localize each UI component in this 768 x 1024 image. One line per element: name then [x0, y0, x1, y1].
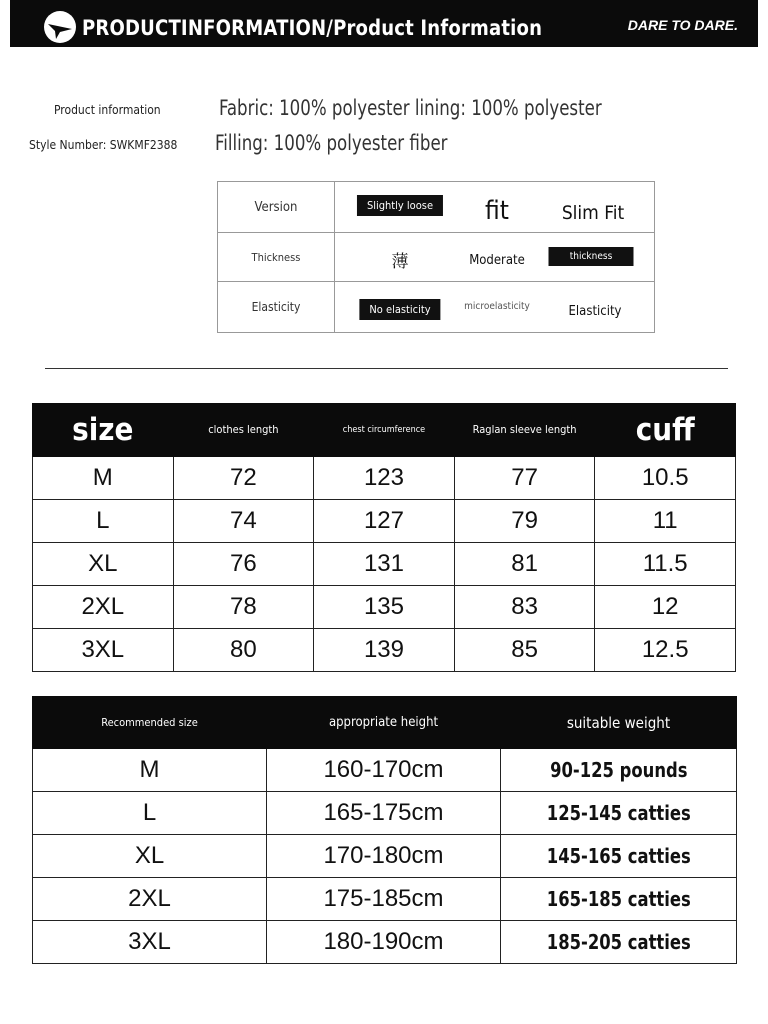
table-cell: 10.5	[595, 457, 736, 500]
table-row	[33, 586, 736, 629]
table-cell: 139	[314, 629, 455, 672]
option: Slim Fit	[561, 202, 625, 224]
size-cell: M	[33, 749, 267, 792]
table-cell: 135	[314, 586, 455, 629]
height-cell: 165-175cm	[267, 792, 501, 835]
option-selected: Slightly loose	[357, 195, 443, 216]
attribute-table	[217, 181, 655, 333]
size-cell: 3XL	[33, 921, 267, 964]
attribute-row-thickness	[218, 233, 655, 282]
weight-cell	[501, 792, 737, 835]
table-cell: 77	[454, 457, 595, 500]
table-row	[33, 749, 737, 792]
weight-cell	[501, 921, 737, 964]
table-cell: 72	[173, 457, 314, 500]
table-row	[33, 921, 737, 964]
table-cell: 78	[173, 586, 314, 629]
table-cell: 11.5	[595, 543, 736, 586]
attribute-options	[335, 282, 655, 333]
column-header: chest circumference	[314, 404, 455, 457]
table-cell: 12.5	[595, 629, 736, 672]
table-row	[33, 457, 736, 500]
attribute-options	[335, 182, 655, 233]
bird-logo-icon	[43, 10, 77, 44]
column-header: clothes length	[173, 404, 314, 457]
attribute-name: Version	[218, 182, 335, 233]
table-cell: 81	[454, 543, 595, 586]
option: 薄	[391, 252, 409, 272]
size-cell: M	[33, 457, 174, 500]
page-title: PRODUCTINFORMATION/Product Information	[82, 16, 543, 40]
table-header	[33, 697, 737, 749]
weight-cell	[501, 835, 737, 878]
option: Elasticity	[568, 304, 622, 319]
column-header: Recommended size	[33, 697, 267, 749]
option: fit	[485, 196, 509, 226]
height-cell: 160-170cm	[267, 749, 501, 792]
size-chart-table	[32, 403, 736, 672]
table-header	[33, 404, 736, 457]
column-header: appropriate height	[267, 697, 501, 749]
table-cell: 83	[454, 586, 595, 629]
column-header: Raglan sleeve length	[454, 404, 595, 457]
attribute-row-version	[218, 182, 655, 233]
table-cell: 79	[454, 500, 595, 543]
style-number: Style Number: SWKMF2388	[29, 138, 178, 152]
weight-text: 90-125 pounds	[549, 758, 688, 782]
option: Moderate	[469, 253, 525, 268]
height-cell: 175-185cm	[267, 878, 501, 921]
table-row	[33, 543, 736, 586]
section-divider	[45, 368, 728, 369]
table-row	[33, 835, 737, 878]
weight-cell	[501, 749, 737, 792]
size-cell: XL	[33, 543, 174, 586]
table-cell: 123	[314, 457, 455, 500]
height-cell: 180-190cm	[267, 921, 501, 964]
table-cell: 131	[314, 543, 455, 586]
size-cell: XL	[33, 835, 267, 878]
attribute-options	[335, 233, 655, 282]
table-cell: 80	[173, 629, 314, 672]
weight-text: 145-165 catties	[546, 844, 691, 868]
size-cell: 2XL	[33, 586, 174, 629]
size-cell: 2XL	[33, 878, 267, 921]
product-info-label: Product information	[54, 103, 161, 117]
option-selected: thickness	[549, 247, 634, 266]
size-cell: L	[33, 500, 174, 543]
column-header: suitable weight	[501, 697, 737, 749]
attribute-name: Elasticity	[218, 282, 335, 333]
table-cell: 76	[173, 543, 314, 586]
attribute-name: Thickness	[218, 233, 335, 282]
table-row	[33, 792, 737, 835]
filling-text: Filling: 100% polyester fiber	[215, 131, 448, 155]
weight-cell	[501, 878, 737, 921]
table-row	[33, 500, 736, 543]
recommended-size-table	[32, 696, 737, 964]
weight-text: 125-145 catties	[546, 801, 691, 825]
height-cell: 170-180cm	[267, 835, 501, 878]
column-header: size	[33, 404, 174, 457]
table-row	[33, 878, 737, 921]
weight-text: 165-185 catties	[546, 887, 691, 911]
header-bar	[10, 0, 758, 47]
table-cell: 85	[454, 629, 595, 672]
column-header: cuff	[595, 404, 736, 457]
option: microelasticity	[464, 301, 530, 312]
fabric-text: Fabric: 100% polyester lining: 100% polyester	[219, 96, 602, 120]
weight-text: 185-205 catties	[546, 930, 691, 954]
size-cell: L	[33, 792, 267, 835]
attribute-row-elasticity	[218, 282, 655, 333]
table-cell: 11	[595, 500, 736, 543]
size-cell: 3XL	[33, 629, 174, 672]
option-selected: No elasticity	[359, 299, 440, 320]
table-row	[33, 629, 736, 672]
table-cell: 12	[595, 586, 736, 629]
table-cell: 127	[314, 500, 455, 543]
table-cell: 74	[173, 500, 314, 543]
brand-slogan: DARE TO DARE.	[627, 17, 738, 33]
